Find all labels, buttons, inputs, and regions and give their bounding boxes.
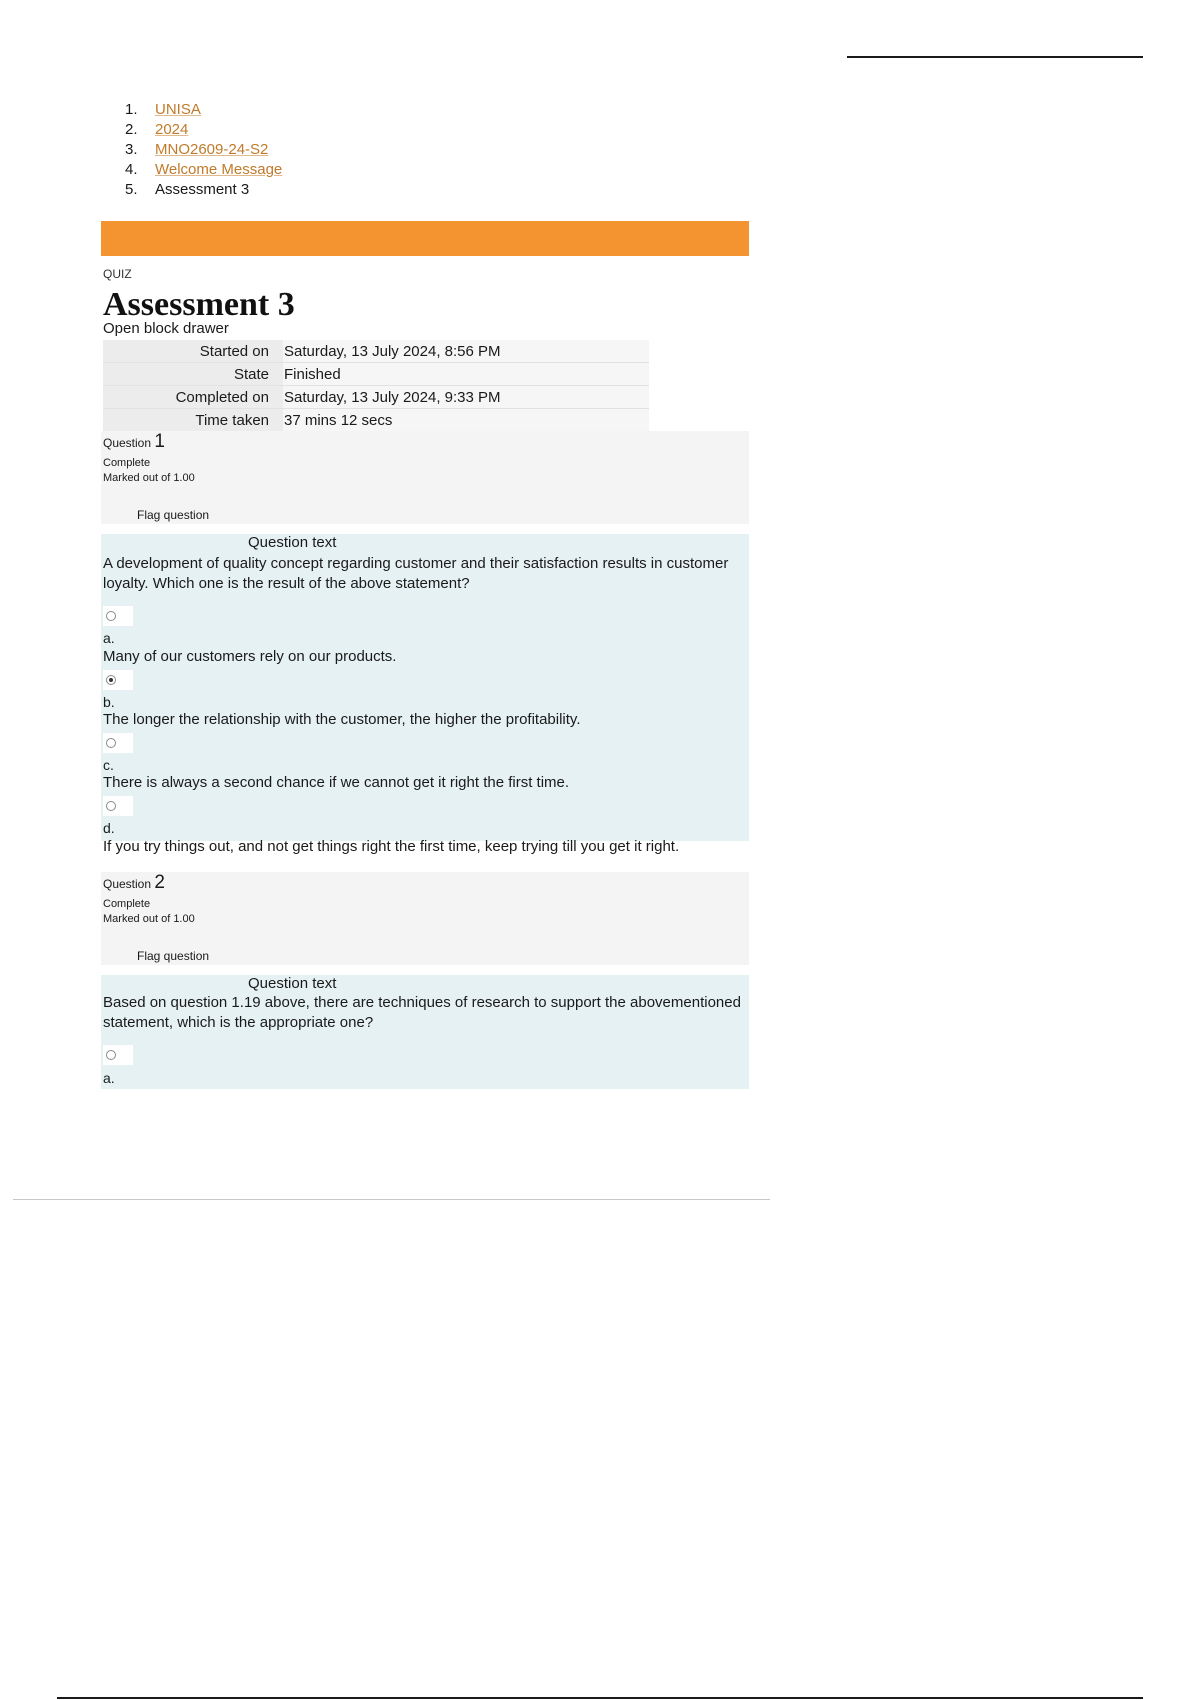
question-1-info <box>101 431 749 524</box>
page-title: Assessment 3 <box>103 286 295 323</box>
page-divider <box>13 1199 770 1200</box>
option-letter: d. <box>103 820 115 836</box>
radio-circle-icon <box>106 801 116 811</box>
summary-row <box>103 409 649 432</box>
breadcrumb-link-course[interactable]: MNO2609-24-S2 <box>155 141 269 158</box>
question-text: A development of quality concept regarding customer and their satisfaction results in customer loyalty. Which one is the result of the above statement? <box>103 555 729 592</box>
flag-question-button[interactable]: Flag question <box>137 949 210 963</box>
breadcrumb-link-year[interactable]: 2024 <box>155 121 189 138</box>
breadcrumb-link-unisa[interactable]: UNISA <box>155 101 201 118</box>
option-letter: a. <box>103 1070 115 1086</box>
question-text-label: Question text <box>248 975 337 992</box>
question-state: Complete <box>103 898 151 910</box>
breadcrumb-item[interactable]: 4. Welcome Message <box>125 161 283 178</box>
question-number: Question 2 <box>103 872 165 893</box>
summary-value: Saturday, 13 July 2024, 8:56 PM <box>283 340 649 363</box>
option-text[interactable]: There is always a second chance if we cannot get it right the first time. <box>103 774 570 791</box>
summary-row <box>103 340 649 363</box>
attempt-summary-table <box>103 340 649 432</box>
bottom-rule <box>57 1697 1143 1699</box>
top-rule <box>847 56 1143 58</box>
option-text[interactable]: If you try things out, and not get things right the first time, keep trying till you get it right. <box>103 838 680 855</box>
summary-value: Finished <box>283 363 649 386</box>
option-letter: c. <box>103 757 114 773</box>
breadcrumb-item[interactable]: 2. 2024 <box>125 121 189 138</box>
option-letter: b. <box>103 694 115 710</box>
breadcrumb-current: Assessment 3 <box>155 181 250 198</box>
summary-row <box>103 386 649 409</box>
breadcrumb-item[interactable]: 1. UNISA <box>125 101 201 118</box>
summary-key: Started on <box>103 340 283 363</box>
answer-radio-a[interactable] <box>103 606 133 626</box>
option-letter: a. <box>103 630 115 646</box>
question-marks: Marked out of 1.00 <box>103 913 195 925</box>
radio-circle-icon <box>106 738 116 748</box>
question-state: Complete <box>103 457 151 469</box>
question-marks: Marked out of 1.00 <box>103 472 195 484</box>
summary-value: Saturday, 13 July 2024, 9:33 PM <box>283 386 649 409</box>
course-header-bar <box>101 221 749 256</box>
breadcrumb-item: 5. Assessment 3 <box>125 181 250 198</box>
question-text-label: Question text <box>248 534 337 551</box>
breadcrumb-link-welcome[interactable]: Welcome Message <box>155 161 283 178</box>
breadcrumb <box>125 100 282 200</box>
summary-row <box>103 363 649 386</box>
answer-radio-d[interactable] <box>103 796 133 816</box>
question-2-info <box>101 872 749 965</box>
breadcrumb-item[interactable]: 3. MNO2609-24-S2 <box>125 141 269 158</box>
summary-key: Time taken <box>103 409 283 432</box>
question-text: Based on question 1.19 above, there are techniques of research to support the abovementioned statement, which is the appropriate one? <box>103 994 741 1031</box>
summary-value: 37 mins 12 secs <box>283 409 649 432</box>
question-number: Question 1 <box>103 431 165 452</box>
radio-circle-icon <box>106 611 116 621</box>
open-block-drawer-button[interactable]: Open block drawer <box>103 320 229 337</box>
option-text[interactable]: Many of our customers rely on our products. <box>103 648 397 665</box>
summary-key: Completed on <box>103 386 283 409</box>
answer-radio-c[interactable] <box>103 733 133 753</box>
flag-question-button[interactable]: Flag question <box>137 508 210 522</box>
radio-circle-icon <box>106 1050 116 1060</box>
answer-radio-a[interactable] <box>103 1045 133 1065</box>
summary-key: State <box>103 363 283 386</box>
activity-type-label: QUIZ <box>103 267 132 281</box>
option-text[interactable]: The longer the relationship with the customer, the higher the profitability. <box>103 711 581 728</box>
question-2-content <box>101 975 749 1089</box>
question-1-content <box>101 534 749 855</box>
answer-radio-b[interactable] <box>103 670 133 690</box>
radio-selected-icon <box>106 675 116 685</box>
